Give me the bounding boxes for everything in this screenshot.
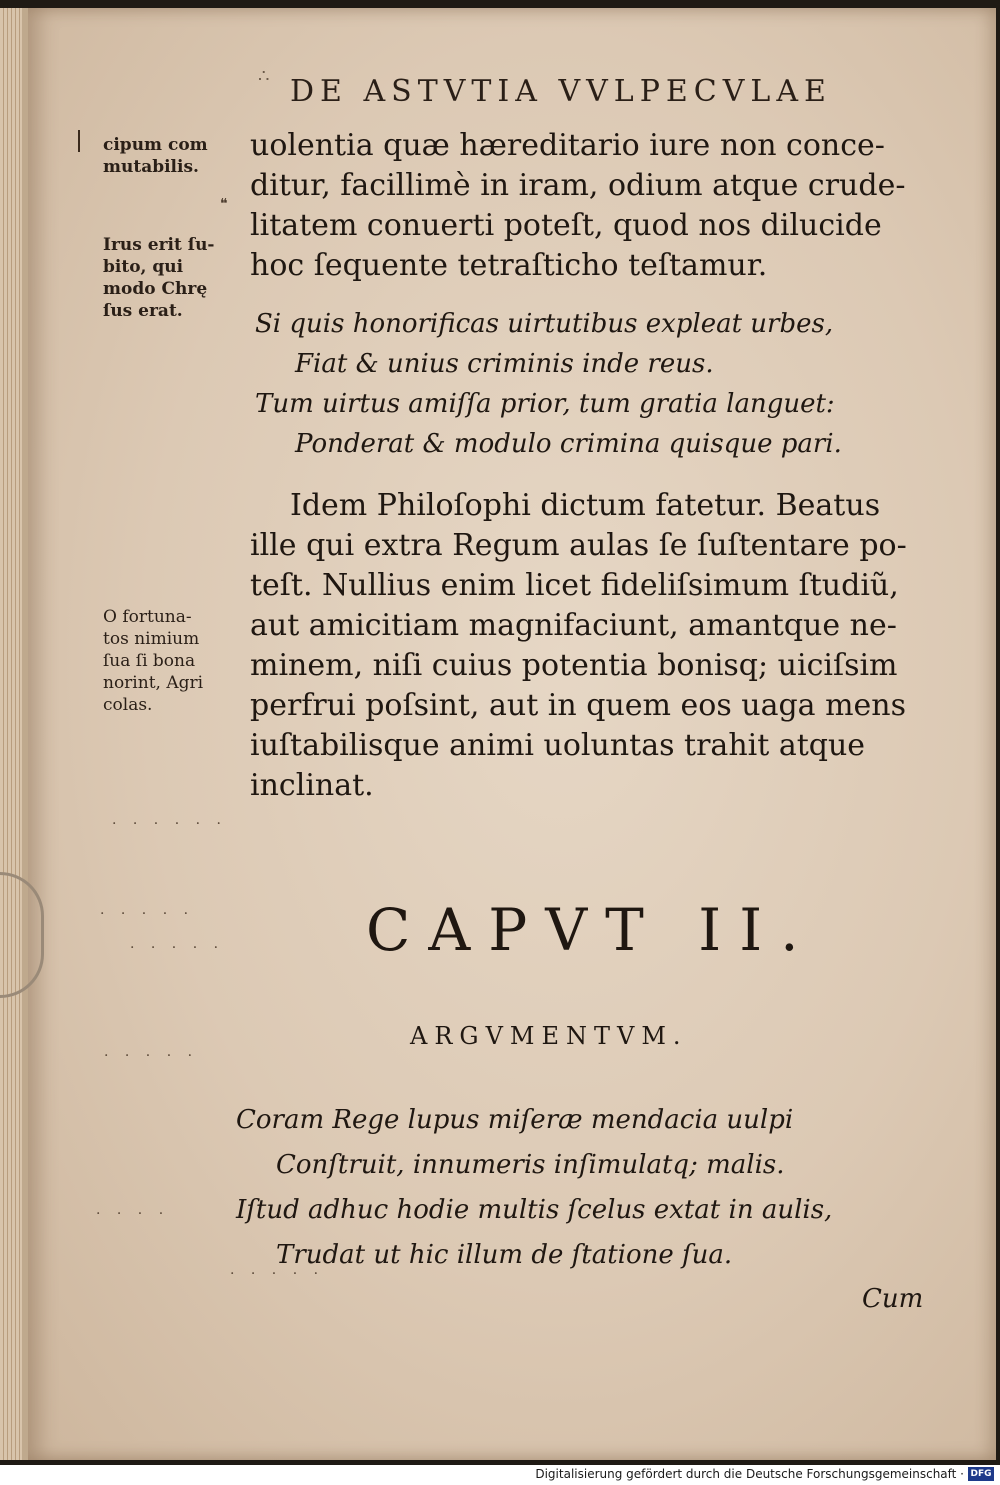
paragraph-1 xyxy=(250,126,950,286)
verse-1 xyxy=(255,304,955,464)
text-line: minem, niſi cuius potentia bonisq; uiciſsim xyxy=(250,648,898,683)
verse-line: Trudat ut hic illum de ſtatione ſua. xyxy=(276,1240,733,1270)
verse-line: Tum uirtus amiſſa prior, tum gratia languet: xyxy=(255,389,835,419)
catchword: Cum xyxy=(862,1284,924,1314)
verse-line: Fiat & unius criminis inde reus. xyxy=(295,349,714,379)
verse-line: Iſtud adhuc hodie multis ſcelus extat in aulis, xyxy=(236,1195,833,1225)
marginal-note-line: ſus erat. xyxy=(103,301,183,321)
marginal-note-2 xyxy=(103,234,253,322)
argument-verse xyxy=(236,1098,856,1278)
text-line: Idem Philoſophi dictum fatetur. Beatus xyxy=(290,488,881,523)
funding-notice: Digitalisierung gefördert durch die Deutsche Forschungsgemeinschaft · xyxy=(535,1467,964,1481)
ink-specks: · · · · · xyxy=(230,1266,325,1282)
marginal-note-line: bito, qui xyxy=(103,257,184,277)
verse-line: Conſtruit, innumeris inſimulatq; malis. xyxy=(276,1150,785,1180)
ink-specks: · · · · · xyxy=(100,906,195,922)
ink-specks: · · · · · xyxy=(104,1048,199,1064)
text-line: inclinat. xyxy=(250,768,374,803)
paragraph-2 xyxy=(250,486,950,806)
marginal-note-line: Irus erit ſu- xyxy=(103,235,215,255)
marginal-note-line: norint, Agri xyxy=(103,673,204,693)
text-line: uolentia quæ hæreditario iure non conce- xyxy=(250,128,885,163)
head-ornament: ∴ xyxy=(258,66,270,87)
marginal-note-line: colas. xyxy=(103,695,153,715)
text-line: litatem conuerti poteſt, quod nos dilucide xyxy=(250,208,882,243)
text-line: hoc ſequente tetraſticho teſtamur. xyxy=(250,248,768,283)
marginal-note-line: cipum com xyxy=(103,135,208,155)
marginal-note-line: ſua ſi bona xyxy=(103,651,196,671)
text-line: iuſtabilisque animi uoluntas trahit atque xyxy=(250,728,866,763)
verse-line: Ponderat & modulo crimina quisque pari. xyxy=(295,429,842,459)
chapter-title: CAPVT II. xyxy=(366,896,817,964)
text-line: ille qui extra Regum aulas ſe ſuſtentare po- xyxy=(250,528,907,563)
text-line: perfrui poſsint, aut in quem eos uaga mens xyxy=(250,688,907,723)
ink-specks: · · · · xyxy=(96,1206,170,1222)
quote-mark: ❝ xyxy=(220,196,228,212)
marginal-note-line: mutabilis. xyxy=(103,157,199,177)
argument-heading: ARGVMENTVM. xyxy=(410,1022,688,1050)
marginal-note-line: tos nimium xyxy=(103,629,200,649)
margin-mark xyxy=(78,130,80,152)
text-line: teſt. Nullius enim licet fideliſsimum ſtudiũ, xyxy=(250,568,899,603)
page-edges xyxy=(0,8,24,1460)
text-line: ditur, facillimè in iram, odium atque crude- xyxy=(250,168,906,203)
text-line: aut amicitiam magnifaciunt, amantque ne- xyxy=(250,608,897,643)
verse-line: Si quis honorificas uirtutibus expleat urbes, xyxy=(255,309,834,339)
ink-specks: · · · · · · xyxy=(112,816,227,832)
running-head: DE ASTVTIA VVLPECVLAE xyxy=(290,74,832,109)
marginal-note-line: modo Chrę xyxy=(103,279,208,299)
marginal-note-3 xyxy=(103,606,253,716)
footer-bar xyxy=(0,1465,1000,1485)
marginal-note-1 xyxy=(103,134,253,178)
dfg-logo: DFG xyxy=(968,1467,994,1481)
marginal-note-line: O fortuna- xyxy=(103,607,192,627)
ink-specks: · · · · · xyxy=(130,940,225,956)
verse-line: Coram Rege lupus miſeræ mendacia uulpi xyxy=(236,1105,794,1135)
